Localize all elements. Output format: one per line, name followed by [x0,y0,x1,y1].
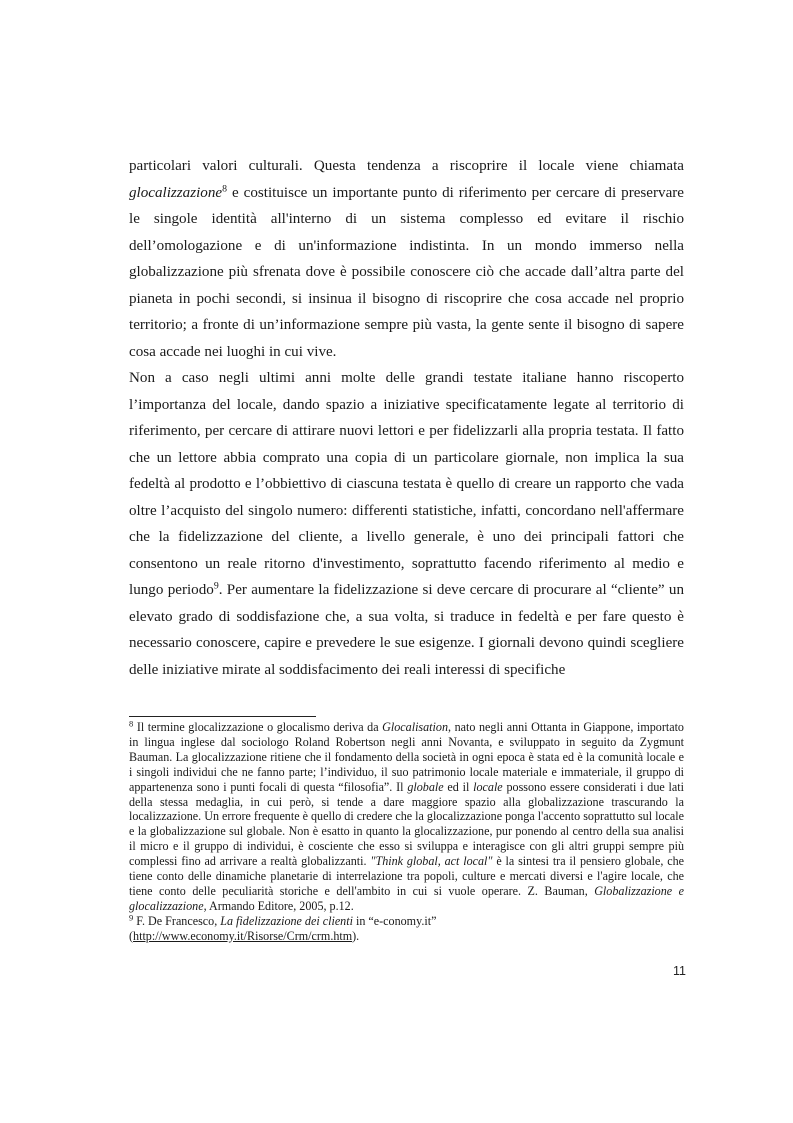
footnote-number: 8 [129,718,134,729]
text-run: possono essere considerati i due lati della stessa medaglia, in cui però, si tende a dare maggiore spazio alla globalizzazione trascurando la localizzazione. Un errore frequente è quello di credere che la glocalizzazione ponga l'accento soprattutto sul locale e la globalizzazione sul globale. Non è esatto in quanto la glocalizzazione, pur ponendo al centro della sua analisi il micro e il gruppo di individui, è cosciente che esso si sviluppa e interagisce con gli altri gruppi sempre più complessi fino ad arrivare a realtà globalizzanti. [129,779,684,869]
text-run: . Per aumentare la fidelizzazione si deve cercare di procurare al “cliente” un elevato grado di soddisfazione che, a sua volta, si traduce in fedeltà e per fare questo è necessario conoscere, capire e prevedere le sue esigenze. I giornali devono quindi scegliere delle iniziative mirate al soddisfacimento dei reali interessi di specifiche [129,582,684,678]
italic-term: locale [473,779,503,794]
footnote-number: 9 [129,912,134,923]
footnote-ref-8[interactable]: 8 [222,183,227,195]
italic-term: globale [407,779,444,794]
source-link[interactable]: http://www.economy.it/Risorse/Crm/crm.htm [133,928,353,943]
text-run: Non a caso negli ultimi anni molte delle grandi testate italiane hanno riscoperto l’importanza del locale, dando spazio a iniziative specificatamente legate al territorio di riferimento, per cercare di attirare nuovi lettori e per fidelizzarli alla propria testata. Il fatto che un lettore abbia comprato una copia di un particolare giornale, non implica la sua fedeltà al prodotto e l’obbiettivo di ciascuna testata è quello di creare un rapporto che vada oltre l’acquisto del singolo numero: differenti statistiche, infatti, concordano nell'affermare che la fidelizzazione del cliente, a livello generale, è uno dei principali fattori che consentono un reale ritorno d'investimento, soprattutto facendo riferimento al medio e lungo periodo [129,370,684,598]
text-run: ( [129,928,134,943]
italic-term: glocalizzazione [129,184,223,201]
footnote-9 [129,914,684,944]
text-run: in “e-conomy.it” [352,913,437,928]
footnote-8 [129,720,684,914]
footnote-separator [129,716,316,717]
italic-quote: "Think global, act local" [370,854,493,869]
text-run: F. De Francesco, [133,913,221,928]
text-run: ). [352,928,360,943]
text-run: particolari valori culturali. Questa tendenza a riscoprire il locale viene chiamata [129,158,684,174]
text-run: è la sintesi tra il pensiero globale, che tiene conto delle dinamiche planetarie di interrelazione tra popoli, culture e mercati diversi e l'agire locale, che tiene conto delle peculiarità storiche e dell'ambito in cui si vuole operare. Z. Bauman, [129,854,684,898]
text-run: Armando Editore, 2005, p.12. [206,898,354,913]
body-text [129,153,684,683]
text-run: Il termine glocalizzazione o glocalismo deriva da [133,720,383,734]
text-run: e costituisce un importante punto di riferimento per cercare di preservare le singole identità all'interno di un sistema complesso ed evitare il rischio dell’omologazione e di un'informazione indistinta. In un mondo immerso nella globalizzazione più sfrenata dove è possibile conoscere ciò che accade dall’altra parte del pianeta in pochi secondi, si insinua il bisogno di riscoprire che cosa accade nel proprio territorio; a fronte di un’informazione sempre più vasta, la gente sente il bisogno di sapere cosa accade nei luoghi in cui vive. [129,184,684,360]
footnotes [129,720,684,944]
text-run: , nato negli anni Ottanta in Giappone, importato in lingua inglese dal sociologo Roland Robertson negli anni Novanta, e sviluppato in seguito da Zygmunt Bauman. La glocalizzazione ritiene che il fondamento della società in ogni epoca è stata ed è la comunità locale e i singoli individui che ne fanno parte; l’individuo, il suo patrimonio locale materiale e immateriale, il gruppo di appartenenza sono i punti focali di questa “filosofia”. Il [129,720,684,794]
paragraph-2 [129,365,684,683]
text-run: ed il [443,779,474,794]
footnote-ref-9[interactable]: 9 [213,580,219,592]
italic-title: La fidelizzazione dei clienti [220,913,353,928]
italic-title: Globalizzazione e glocalizzazione, [129,883,684,913]
italic-term: Glocalisation [382,720,448,734]
paragraph-1 [129,153,684,365]
page-number: 11 [673,964,686,978]
